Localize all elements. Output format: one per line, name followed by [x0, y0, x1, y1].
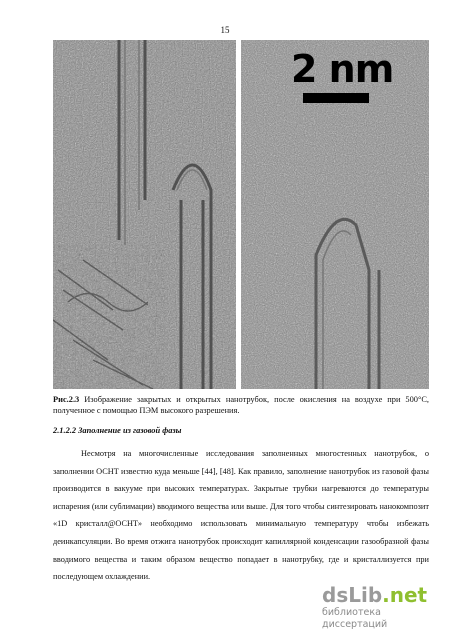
page-number: 15 — [220, 25, 230, 35]
scale-bar-label: 2 nm — [291, 47, 394, 91]
tem-image-closed-nanotube — [53, 40, 236, 389]
dslib-subtitle: библиотека диссертаций — [322, 607, 388, 630]
section-heading: 2.1.2.2 Заполнение из газовой фазы — [53, 426, 182, 435]
body-paragraph: Несмотря на многочисленные исследования заполненных многостенных нанотрубок, о заполнении ОСНТ известно куда меньше [44], [48]. Как правило, заполнение нанотрубок из газовой фазы производится в вакууме при высоких температурах. Закрытые трубки нагреваются до температуры испарения (или сублимации) вводимого вещества или выше. Для того чтобы синтезировать нанокомпозит «1D кристалл@ОСНТ» необходимо использовать минимальную температуру чтобы избежать деинкапсуляции. Во время отжига нанотрубок происходит капиллярной конденсации газообразной фазы вводимого вещества и таким образом вещество попадает в нанотрубку, где и кристаллизуется при последующем охлаждении. — [53, 449, 429, 582]
dslib-watermark — [322, 583, 442, 631]
figure-caption-text: Изображение закрытых и открытых нанотрубок, после окисления на воздухе при 500°С, полученное с помощью ПЭМ высокого разрешения. — [53, 395, 429, 415]
figure-caption — [53, 394, 429, 416]
tem-image-open-nanotube — [241, 40, 429, 389]
figure-caption-label: Рис.2.3 — [53, 395, 80, 404]
dslib-logo: dsLib.net — [322, 583, 428, 607]
scale-bar — [303, 93, 369, 103]
